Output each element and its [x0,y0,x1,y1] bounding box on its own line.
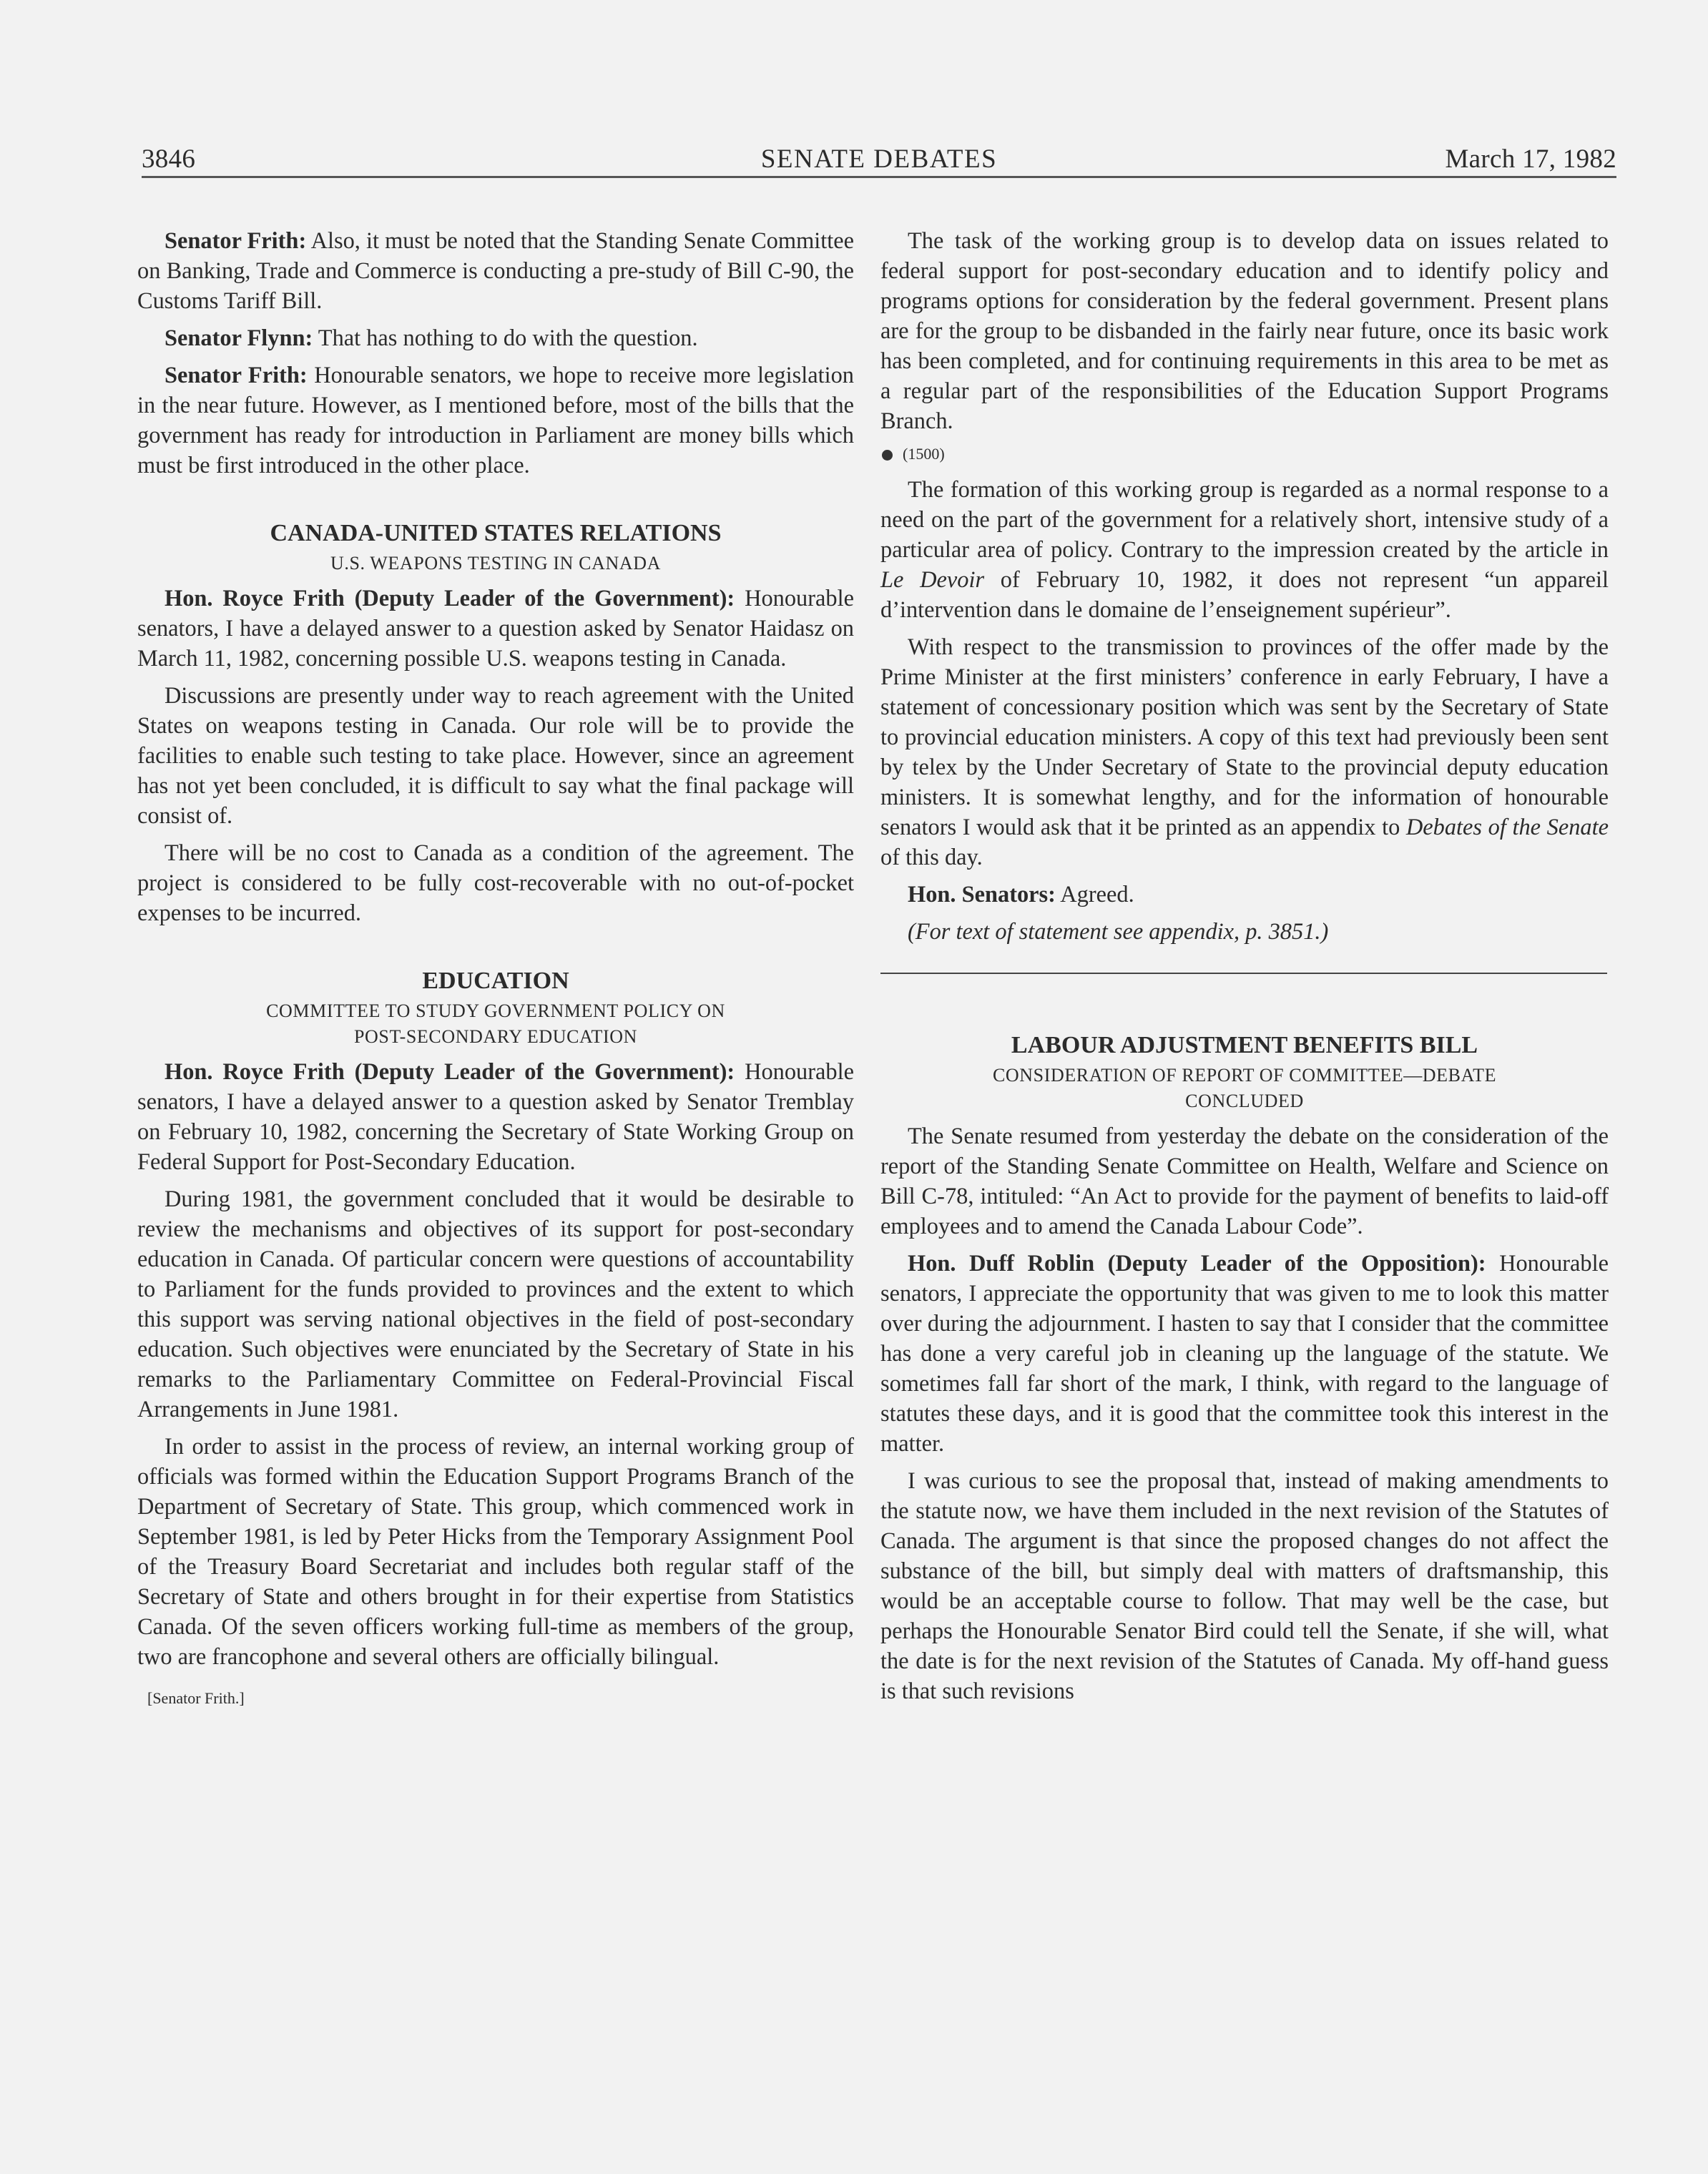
section-heading: CANADA-UNITED STATES RELATIONS [270,520,722,546]
italic-text: Debates of the Senate [1405,815,1609,840]
speaker-name: Senator Frith: [165,363,308,388]
italic-text: (For text of statement see appendix, p. 3851.) [908,919,1329,945]
section-subheading: COMMITTEE TO STUDY GOVERNMENT POLICY ON [266,1000,725,1021]
text: The formation of this working group is regarded as a normal response to a need on the part of the government for a relatively short, intensive study of a particular area of policy. Contrary to the impression created by the article in [880,477,1609,563]
paragraph [880,917,1609,947]
paragraph [880,475,1609,625]
paragraph [137,323,854,353]
paragraph: In order to assist in the process of review, an internal working group of officials was formed within the Education Support Programs Branch of the Department of Secretary of State. This group, which commenced work in September 1981, is led by Peter Hicks from the Temporary Assignment Pool of the Treasury Board Secretariat and includes both regular staff of the Secretary of State and others brought in for their expertise from Statistics Canada. Of the seven officers working full-time as members of the group, two are francophone and several others are officially bilingual. [137,1434,854,1670]
text: of February 10, 1982, it does not represent “un appareil d’intervention dans le domaine de l’enseignement supérieur”. [880,567,1609,623]
speaker-name: Hon. Royce Frith (Deputy Leader of the Government): [165,586,735,611]
paragraph: The Senate resumed from yesterday the debate on the consideration of the report of the Standing Senate Committee on Health, Welfare and Science on Bill C-78, intituled: “An Act to provide for the payment of benefits to laid-off employees and to amend the Canada Labour Code”. [880,1123,1609,1239]
right-column [880,226,1609,1713]
paragraph: There will be no cost to Canada as a condition of the agreement. The project is considered to be fully cost-recoverable with no out-of-pocket expenses to be incurred. [137,840,854,926]
section-heading: EDUCATION [422,968,569,994]
publication-title: SENATE DEBATES [760,144,998,174]
page-header [142,142,1616,178]
paragraph [137,584,854,674]
left-column [137,226,854,1709]
speech-text: Also, it must be noted that the Standing Senate Committee on Banking, Trade and Commerce is conducting a pre-study of Bill C-90, the Customs Tariff Bill. [137,228,855,314]
section-subheading: U.S. WEAPONS TESTING IN CANADA [330,553,661,574]
speaker-name: Hon. Senators: [908,882,1056,908]
speaker-name: Senator Flynn: [165,325,313,351]
section-subheading: CONSIDERATION OF REPORT OF COMMITTEE—DEBATE [992,1065,1497,1086]
publication-date: March 17, 1982 [1445,144,1616,174]
speech-text: That has nothing to do with the question. [313,325,698,351]
paragraph: During 1981, the government concluded that it would be desirable to review the mechanisms and objectives of its support for post-secondary education in Canada. Of particular concern were questions of accountability to Parliament for the funds provided to provinces and the extent to which this support was serving national objectives in the field of post-secondary education. Such objectives were enunciated by the Secretary of State in his remarks to the Parliamentary Committee on Federal-Provincial Fiscal Arrangements in June 1981. [137,1186,854,1422]
speech-text: Honourable senators, I have a delayed answer to a question asked by Senator Tremblay on February 10, 1982, concerning the Secretary of State Working Group on Federal Support for Post-Secondary Education. [137,1059,854,1175]
speaker-name: Hon. Royce Frith (Deputy Leader of the Government): [165,1059,735,1085]
italic-text: Le Devoir [880,567,985,593]
paragraph [880,1249,1609,1459]
speaker-name: Senator Frith: [165,228,307,254]
bullet-icon [882,450,893,461]
speech-text: Honourable senators, we hope to receive more legislation in the near future. However, as I mentioned before, most of the bills that the government has ready for introduction in Parliament are money bills which must be first introduced in the other place. [137,363,854,478]
page-number: 3846 [142,144,196,174]
time-marker-text: (1500) [903,445,945,463]
paragraph [880,632,1609,872]
section-subheading: CONCLUDED [1185,1091,1304,1111]
speaker-footnote: [Senator Frith.] [147,1689,245,1707]
text: of this day. [880,845,983,870]
speech-text: Honourable senators, I appreciate the opportunity that was given to me to look this matter over during the adjournment. I hasten to say that I consider that the committee has done a very careful job in cleaning up the language of the statute. We sometimes fall far short of the mark, I think, with regard to the language of statutes these days, and it is good that the committee took this interest in the matter. [880,1251,1609,1457]
paragraph: Discussions are presently under way to reach agreement with the United States on weapons testing in Canada. Our role will be to provide the facilities to enable such testing to take place. However, since an agreement has not yet been concluded, it is difficult to say what the final package will consist of. [137,683,854,829]
time-marker [880,443,1609,465]
paragraph: I was curious to see the proposal that, instead of making amendments to the statute now, we have them included in the next revision of the Statutes of Canada. The argument is that since the proposed changes do not affect the substance of the bill, but simply deal with matters of draftsmanship, this would be an acceptable course to follow. That may well be the case, but perhaps the Honourable Senator Bird could tell the Senate, if she will, what the date is for the next revision of the Statutes of Canada. My off-hand guess is that such revisions [880,1468,1609,1704]
paragraph [137,1057,854,1177]
section-subheading: POST-SECONDARY EDUCATION [353,1026,638,1047]
paragraph: The task of the working group is to develop data on issues related to federal support for post-secondary education and to identify policy and programs options for consideration by the federal government. Present plans are for the group to be disbanded in the fairly near future, once its basic work has been completed, and for continuing requirements in this area to be met as a regular part of the responsibilities of the Education Support Programs Branch. [880,228,1609,434]
speech-text: Honourable senators, I have a delayed answer to a question asked by Senator Haidasz on March 11, 1982, concerning possible U.S. weapons testing in Canada. [137,586,854,672]
paragraph [880,880,1609,910]
speaker-name: Hon. Duff Roblin (Deputy Leader of the Opposition): [908,1251,1486,1277]
paragraph [137,226,854,316]
section-heading: LABOUR ADJUSTMENT BENEFITS BILL [1011,1032,1478,1058]
speech-text: Agreed. [1055,882,1134,908]
paragraph [137,360,854,481]
text: With respect to the transmission to provinces of the offer made by the Prime Minister at the first ministers’ conference in early February, I have a statement of concessionary position which was sent by the Secretary of State to provincial education ministers. A copy of this text had previously been sent by telex by the Under Secretary of State to the provincial deputy education ministers. It is somewhat lengthy, and for the information of honourable senators I would ask that it be printed as an appendix to [880,634,1609,840]
